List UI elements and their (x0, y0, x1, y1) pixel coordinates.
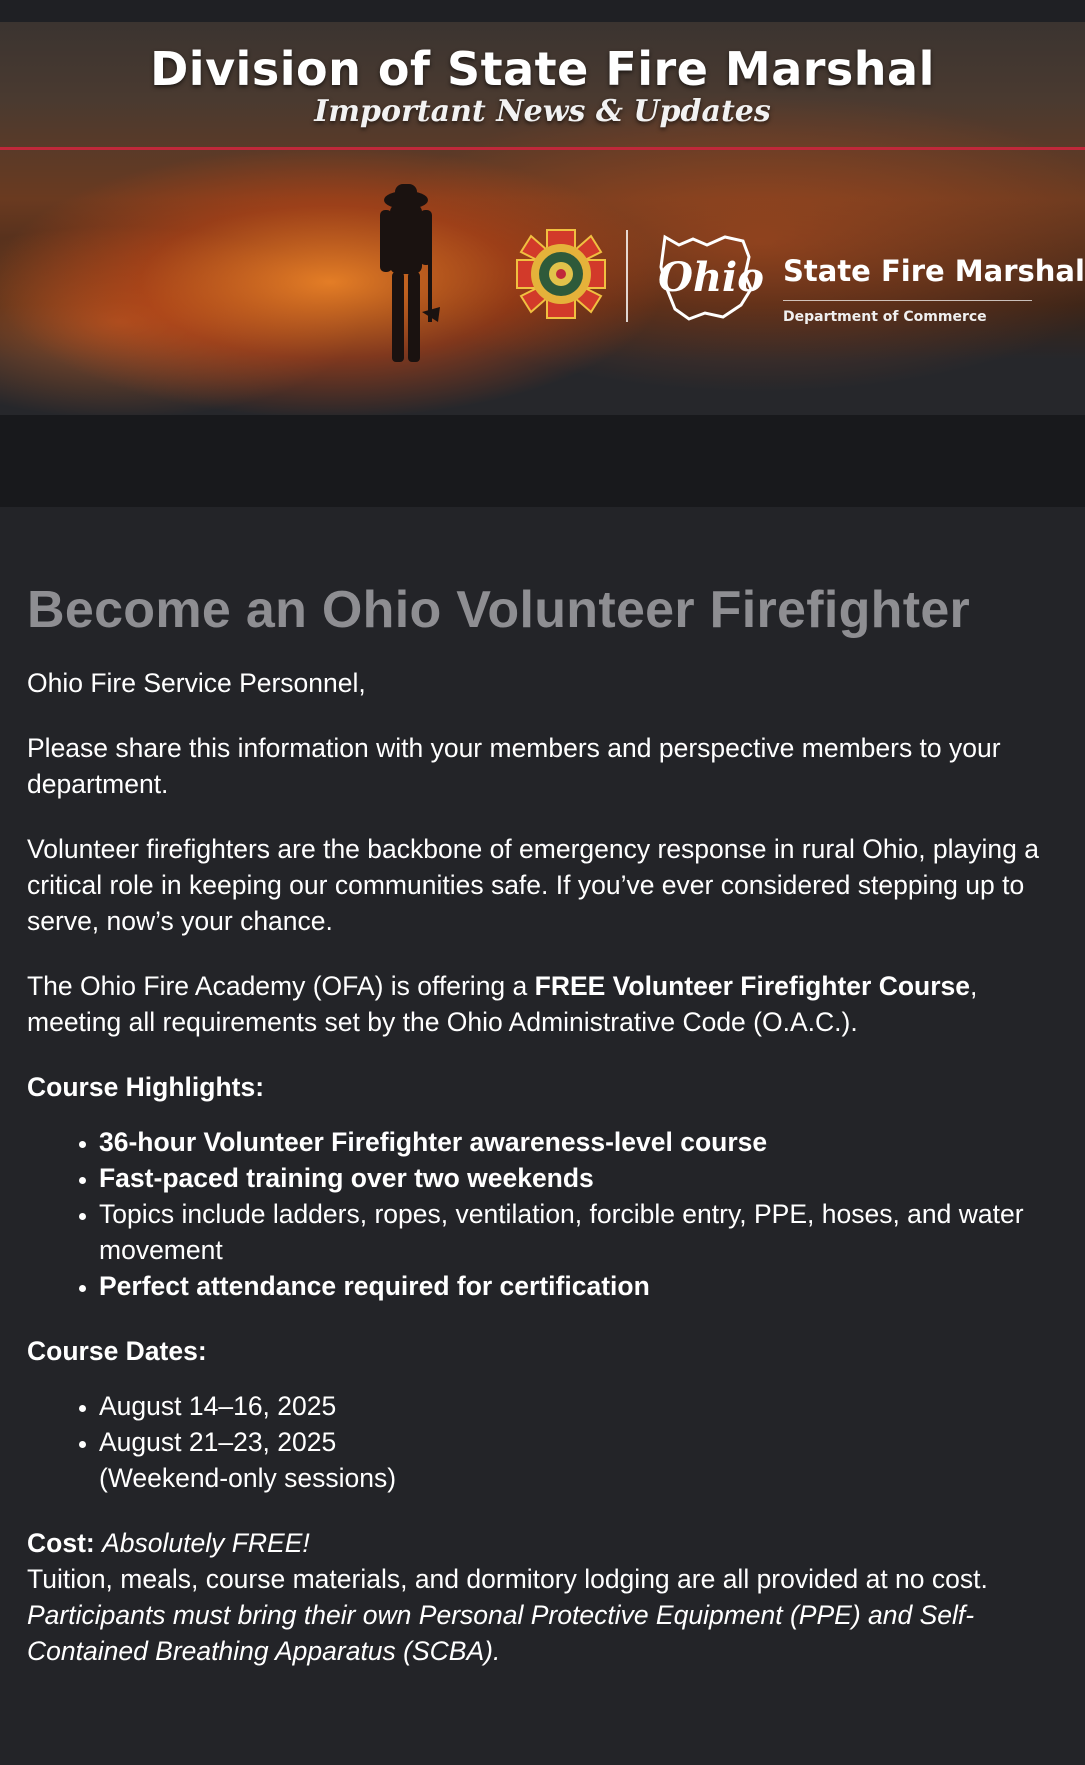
article-headline: Become an Ohio Volunteer Firefighter (27, 581, 971, 639)
banner-spacer (0, 415, 1085, 507)
list-item (99, 1424, 1055, 1496)
equipment-note: Participants must bring their own Personal Protective Equipment (PPE) and Self-Contained Breathing Apparatus (SCBA). (27, 1600, 975, 1666)
org-name: State Fire Marshal (783, 254, 1085, 288)
list-item: • Topics include ladders, ropes, ventilation, forcible entry, PPE, hoses, and water movement (99, 1196, 1055, 1268)
date-range: August 21–23, 2025 (99, 1427, 337, 1457)
org-rule (783, 300, 1032, 301)
fire-marshal-seal-icon (513, 226, 609, 322)
dates-list (27, 1388, 1055, 1496)
ohio-state-outline-icon (645, 227, 777, 323)
banner-title: Division of State Fire Marshal (150, 42, 935, 96)
header-banner (0, 22, 1085, 415)
dates-note: (Weekend-only sessions) (99, 1463, 397, 1493)
list-item: • August 14–16, 2025 (99, 1388, 1055, 1424)
cost-label: Cost: (27, 1528, 95, 1558)
highlights-heading: Course Highlights: (27, 1072, 265, 1102)
free-course-emphasis: FREE Volunteer Firefighter Course (534, 971, 970, 1001)
banner-subtitle: Important News & Updates (314, 94, 771, 129)
firefighter-silhouette-icon (360, 172, 450, 372)
cost-value: Absolutely FREE! (102, 1528, 310, 1558)
list-item: • 36-hour Volunteer Firefighter awareness-level course (99, 1124, 1055, 1160)
list-item: • Perfect attendance required for certification (99, 1268, 1055, 1304)
ofa-text-start: The Ohio Fire Academy (OFA) is offering a (27, 971, 535, 1001)
volunteer-paragraph: Volunteer firefighters are the backbone of emergency response in rural Ohio, playing a critical role in keeping our communities safe. If you’ve ever considered stepping up to serve, now’s your chance. (27, 834, 1040, 936)
dates-heading: Course Dates: (27, 1336, 207, 1366)
article-body (0, 507, 1085, 1669)
cost-detail: Tuition, meals, course materials, and dormitory lodging are all provided at no cost. (27, 1564, 988, 1594)
highlights-list (27, 1124, 1055, 1304)
list-item: • Fast-paced training over two weekends (99, 1160, 1055, 1196)
ofa-text-end: , meeting all requirements set by the Ohio Administrative Code (O.A.C.). (27, 971, 978, 1037)
share-paragraph: Please share this information with your members and perspective members to your department. (27, 733, 1001, 799)
logo-divider (626, 230, 628, 322)
greeting-text: Ohio Fire Service Personnel, (27, 668, 366, 698)
org-department: Department of Commerce (783, 309, 987, 325)
ohio-wordmark: Ohio (658, 254, 764, 301)
top-bar (0, 0, 1085, 22)
ofa-paragraph (27, 968, 1055, 1040)
banner-divider (0, 147, 1085, 150)
cost-line (27, 1525, 1055, 1561)
